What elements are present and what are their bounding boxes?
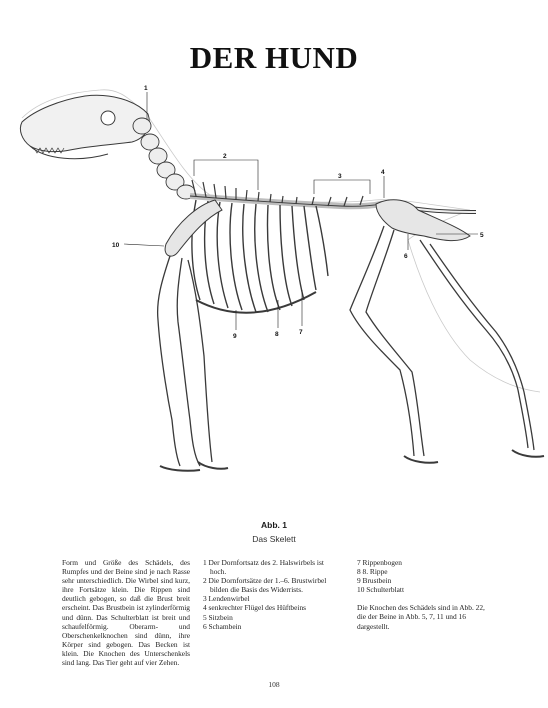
rib-cage [192,200,328,313]
legend-item: 2 Die Dornfortsätze der 1.–6. Brustwirbel [203,576,327,586]
callout-label: 7 [299,329,303,336]
figure-number: Abb. 1 [261,520,287,530]
reference-note: Die Knochen des Schädels sind in Abb. 22, die der Beine in Abb. 5, 7, 11 und 16 dargestellt. [357,603,485,631]
scapula [165,200,222,256]
skeleton-illustration [0,78,548,508]
legend-item: 4 senkrechter Flügel des Hüftbeins [203,603,307,613]
legend-item: 10 Schulterblatt [357,585,405,595]
legend-item: hoch. [210,567,227,577]
callout-label: 1 [144,85,148,92]
legend-item: bilden die Basis des Widerrists. [210,585,303,595]
callout-label: 5 [480,232,484,239]
legend-left [203,558,353,631]
legend-item: 8 8. Rippe [357,567,388,577]
front-legs [158,256,228,471]
cervical-vertebrae [133,118,195,199]
callout-label: 4 [381,169,385,176]
callout-label: 3 [338,173,342,180]
legend-item: 1 Der Dornfortsatz des 2. Halswirbels ist [203,558,324,567]
callout-label: 2 [223,153,227,160]
page-number: 108 [268,680,280,689]
legend-right [357,558,497,631]
pelvis [376,200,470,241]
legend-item: 7 Rippenbogen [357,558,402,567]
callout-label: 10 [112,242,120,249]
spine [190,180,476,212]
legend-item: 5 Sitzbein [203,612,233,622]
hind-legs [350,226,544,463]
legend-item: 6 Schambein [203,621,242,631]
callout-label: 6 [404,253,408,260]
body-text: Form und Größe des Schädels, des Rumpfes und der Beine sind je nach Rasse sehr unterschiedlich. Die Wirbel sind kurz, ihre Fortsätze klein. Die Rippen sind deutlich gebogen, so daß die Brust breit erscheint. Das Brustbein ist zylinderförmig und dünn. Das Schulterblatt ist breit und schaufelförmig. Oberarm- und Oberschenkelknochen sind dünn, ihre Körper sind gebogen. Das Becken ist klein. Die Knochen des Unterschenkels sind lang. Das Tier geht auf vier Zehen. [62,558,190,668]
figure-caption: Das Skelett [252,534,296,544]
legend-item: 9 Brustbein [357,576,392,586]
legend-item: 3 Lendenwirbel [203,594,250,604]
callout-label: 9 [233,333,237,340]
page-title: DER HUND [189,40,359,75]
callout-label: 8 [275,331,279,338]
